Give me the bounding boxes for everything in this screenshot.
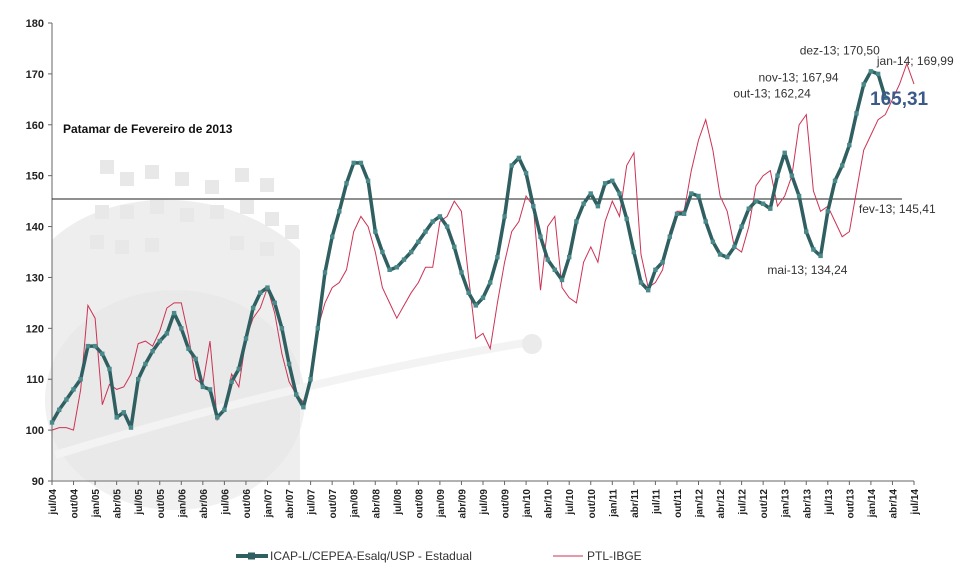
icap-point — [610, 179, 614, 183]
icap-point — [402, 257, 406, 261]
icap-point — [280, 326, 284, 330]
icap-point — [826, 209, 830, 213]
x-tick-label: out/07 — [328, 489, 340, 519]
x-tick-label: jan/14 — [866, 489, 878, 518]
icap-point — [165, 331, 169, 335]
icap-point — [136, 377, 140, 381]
icap-point — [237, 367, 241, 371]
x-tick-label: jul/04 — [48, 489, 59, 515]
latest-value-label: 165,31 — [870, 89, 929, 110]
icap-point — [431, 219, 435, 223]
x-tick-label: out/06 — [241, 489, 253, 519]
icap-point — [294, 392, 298, 396]
icap-point — [107, 367, 111, 371]
icap-point — [438, 214, 442, 218]
x-tick-label: abr/12 — [716, 489, 728, 519]
icap-point — [804, 229, 808, 233]
icap-point — [150, 349, 154, 353]
legend-label-ptl: PTL-IBGE — [587, 549, 642, 563]
icap-point — [359, 161, 363, 165]
icap-point — [488, 280, 492, 284]
icap-point — [704, 219, 708, 223]
icap-point — [682, 212, 686, 216]
icap-point — [783, 151, 787, 155]
x-tick-label: jul/10 — [565, 489, 577, 515]
annotation-label: out-13; 162,24 — [733, 86, 811, 101]
icap-point — [761, 202, 765, 206]
icap-point — [129, 425, 133, 429]
icap-point — [818, 254, 822, 258]
icap-point — [115, 415, 119, 419]
icap-point — [797, 194, 801, 198]
icap-point — [739, 224, 743, 228]
y-tick-label: 140 — [25, 221, 44, 234]
icap-point — [215, 415, 219, 419]
icap-point — [581, 202, 585, 206]
icap-point — [560, 278, 564, 282]
icap-point — [93, 344, 97, 348]
icap-point — [86, 344, 90, 348]
icap-point — [64, 397, 68, 401]
icap-point — [639, 280, 643, 284]
y-tick-label: 130 — [25, 272, 44, 285]
icap-point — [768, 207, 772, 211]
x-tick-label: jul/07 — [306, 489, 318, 515]
icap-point — [208, 387, 212, 391]
icap-point — [287, 362, 291, 366]
y-tick-label: 120 — [25, 323, 44, 336]
legend — [236, 549, 642, 563]
icap-point — [251, 306, 255, 310]
icap-point — [632, 250, 636, 254]
x-tick-label: jan/05 — [91, 489, 103, 518]
x-tick-label: abr/10 — [543, 489, 555, 519]
icap-point — [316, 326, 320, 330]
x-tick-label: out/11 — [672, 489, 684, 518]
icap-point — [474, 303, 478, 307]
legend-item-icap — [236, 549, 472, 563]
icap-point — [79, 377, 83, 381]
icap-point — [596, 204, 600, 208]
x-tick-label: abr/05 — [112, 489, 124, 519]
x-tick-label: jul/08 — [392, 489, 404, 515]
y-tick-label: 170 — [25, 68, 44, 81]
icap-point — [352, 161, 356, 165]
legend-label-icap: ICAP-L/CEPEA-Esalq/USP - Estadual — [270, 549, 472, 563]
icap-point — [452, 245, 456, 249]
watermark — [45, 160, 542, 510]
x-tick-label: jul/06 — [220, 489, 232, 515]
reference-label: Patamar de Fevereiro de 2013 — [63, 122, 233, 136]
icap-point — [675, 212, 679, 216]
annotation-label: nov-13; 167,94 — [758, 70, 839, 85]
icap-point — [502, 214, 506, 218]
annotation-label: fev-13; 145,41 — [858, 202, 936, 216]
icap-point — [366, 179, 370, 183]
x-tick-label: jan/11 — [608, 489, 620, 517]
icap-point — [574, 219, 578, 223]
x-tick-label: abr/11 — [629, 489, 641, 518]
icap-point — [847, 143, 851, 147]
icap-point — [854, 111, 858, 115]
icap-point — [265, 285, 269, 289]
x-tick-label: out/12 — [759, 489, 771, 519]
y-tick-label: 90 — [31, 476, 44, 488]
x-tick-label: jan/09 — [435, 489, 447, 518]
y-tick-label: 160 — [25, 119, 44, 132]
x-tick-label: abr/06 — [198, 489, 210, 519]
icap-point — [495, 255, 499, 259]
icap-point — [71, 387, 75, 391]
icap-point — [732, 245, 736, 249]
x-tick-label: out/09 — [500, 489, 512, 519]
icap-point — [617, 191, 621, 195]
x-tick-label: jan/06 — [177, 489, 189, 518]
icap-point — [567, 255, 571, 259]
icap-point — [625, 217, 629, 221]
icap-point — [380, 250, 384, 254]
icap-point — [122, 410, 126, 414]
icap-point — [510, 163, 514, 167]
icap-point — [711, 240, 715, 244]
x-tick-label: jul/13 — [823, 489, 835, 515]
annotation-label: jan-14; 169,99 — [876, 53, 954, 68]
icap-point — [409, 250, 413, 254]
x-tick-label: jul/09 — [479, 489, 490, 515]
icap-point — [179, 326, 183, 330]
icap-point — [790, 174, 794, 178]
icap-point — [668, 235, 672, 239]
icap-point — [725, 255, 729, 259]
icap-point — [244, 336, 248, 340]
icap-point — [869, 69, 873, 73]
icap-point — [775, 174, 779, 178]
x-tick-label: jan/10 — [522, 489, 534, 518]
icap-point — [194, 357, 198, 361]
icap-point — [862, 82, 866, 86]
icap-point — [524, 171, 528, 175]
icap-point — [330, 235, 334, 239]
icap-point — [57, 408, 61, 412]
icap-point — [538, 235, 542, 239]
icap-point — [459, 270, 463, 274]
x-tick-label: out/10 — [586, 489, 598, 519]
icap-point — [301, 405, 305, 409]
x-tick-label: jul/05 — [134, 489, 146, 515]
y-tick-label: 110 — [26, 374, 44, 387]
icap-point — [689, 191, 693, 195]
icap-point — [186, 347, 190, 351]
icap-point — [718, 252, 722, 256]
x-tick-label: jan/08 — [349, 489, 361, 518]
annotation-label: mai-13; 134,24 — [767, 262, 848, 277]
x-tick-label: out/13 — [845, 489, 857, 519]
legend-item-ptl — [553, 549, 642, 563]
x-tick-label: out/08 — [414, 489, 426, 519]
x-tick-label: out/04 — [69, 489, 81, 519]
icap-point — [229, 380, 233, 384]
icap-point — [373, 229, 377, 233]
icap-point — [50, 420, 54, 424]
icap-point — [323, 270, 327, 274]
x-tick-label: abr/08 — [371, 489, 383, 519]
icap-point — [158, 339, 162, 343]
icap-point — [100, 352, 104, 356]
x-tick-label: jul/11 — [651, 489, 663, 515]
y-tick-label: 180 — [25, 18, 44, 30]
icap-point — [201, 385, 205, 389]
x-tick-label: abr/14 — [888, 489, 900, 519]
icap-point — [258, 291, 262, 295]
icap-point — [445, 224, 449, 228]
icap-point — [696, 194, 700, 198]
icap-point — [466, 291, 470, 295]
x-tick-label: abr/09 — [457, 489, 469, 519]
icap-point — [416, 240, 420, 244]
x-tick-label: abr/13 — [802, 489, 814, 519]
icap-point — [337, 209, 341, 213]
icap-point — [395, 265, 399, 269]
icap-point — [833, 179, 837, 183]
icap-point — [660, 260, 664, 264]
icap-point — [653, 268, 657, 272]
icap-point — [531, 204, 535, 208]
icap-point — [546, 257, 550, 261]
icap-point — [517, 156, 521, 160]
icap-point — [423, 229, 427, 233]
x-tick-label: jan/07 — [263, 489, 275, 518]
icap-point — [172, 311, 176, 315]
icap-point — [387, 268, 391, 272]
icap-point — [840, 163, 844, 167]
icap-point — [308, 377, 312, 381]
icap-point — [481, 296, 485, 300]
x-tick-label: out/05 — [155, 489, 167, 519]
annotation-label: dez-13; 170,50 — [799, 43, 880, 58]
icap-point — [754, 199, 758, 203]
icap-point — [222, 408, 226, 412]
y-tick-label: 150 — [25, 170, 44, 183]
icap-point — [143, 362, 147, 366]
icap-point — [646, 288, 650, 292]
y-tick-label: 100 — [25, 425, 44, 438]
x-tick-label: jan/12 — [694, 489, 706, 518]
icap-point — [553, 268, 557, 272]
x-tick-label: jul/12 — [737, 489, 749, 515]
icap-point — [876, 72, 880, 76]
icap-point — [589, 191, 593, 195]
icap-point — [603, 181, 607, 185]
x-tick-label: jan/13 — [780, 489, 792, 518]
icap-point — [811, 247, 815, 251]
x-tick-label: jul/14 — [910, 489, 921, 515]
icap-point — [273, 301, 277, 305]
x-tick-label: abr/07 — [285, 489, 297, 519]
icap-point — [344, 181, 348, 185]
icap-point — [747, 207, 751, 211]
